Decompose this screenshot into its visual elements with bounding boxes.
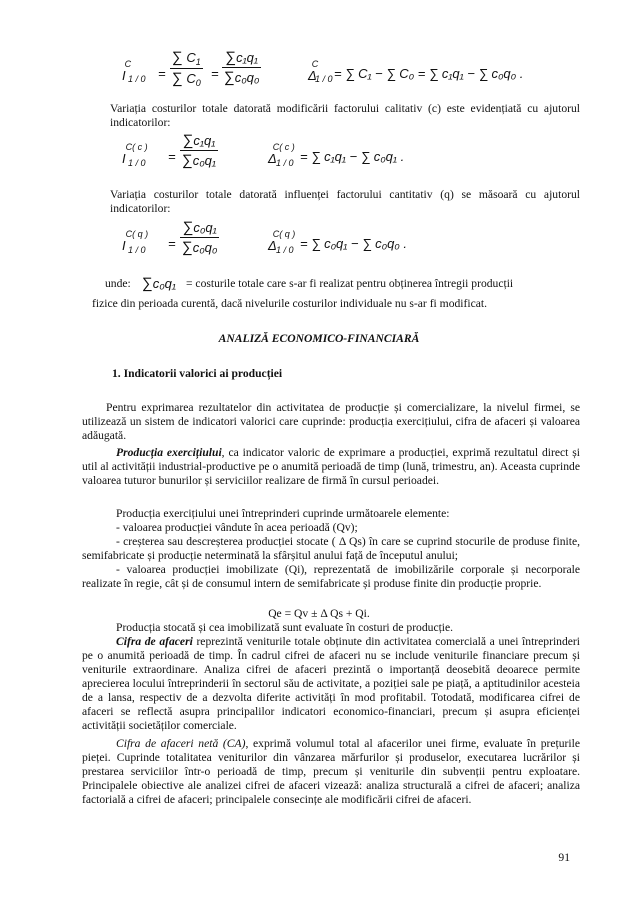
term-cifra-de-afaceri-neta: Cifra de afaceri netă (CA)	[116, 737, 246, 750]
unde-description: = costurile totale care s-ar fi realizat pentru obținerea întregii producții	[186, 277, 514, 290]
paragraph-cifra-de-afaceri: Cifra de afaceri reprezintă veniturile totale obținute din activitatea comercială a unei întreprinderi pe o anumită perioadă de timp. În cadrul cifrei de afaceri nu se include veniturile financiare precum și veniturile extraordinare. Analiza cifrei de afaceri prezintă o importanță deosebită deoarece permite aprecierea locului întreprinderii în sectorul său de activitate, a poziției sale pe piață, a aptitudinilor acesteia de a lansa, respectiv de a dezvolta diferite activități în mod profitabil. Totodată, modificarea cifrei de afaceri se reflectă asupra principalilor indicatori economico-financiari, precum și asupra eficienței activității societăților comerciale.	[82, 635, 580, 732]
formula-index-total-sub: 1 / 0	[128, 74, 146, 84]
paragraph-productia-exercitiului: Producția exercițiului, ca indicator valoric de exprimare a producției, exprimă rezultatul direct și util al activității industrial-productive pe o anumită perioadă de timp (lună, trimestru, an). Aceasta cuprinde valoarea tuturor bunurilor și serviciilor realizare de firmă în cursul perioadei.	[82, 446, 580, 487]
formula-index-cantitativ-sub: 1 / 0	[128, 245, 146, 255]
unde-description-line2: fizice din perioada curentă, dacă nivelurile costurilor individuale nu s-ar fi modificat.	[92, 297, 487, 310]
formula-eq: =	[168, 236, 176, 251]
formula-index-calitativ: $I^{C( c )}$	[122, 142, 148, 166]
formula-qe: Qe = Qv ± Δ Qs + Qi.	[268, 607, 370, 620]
formula-index-cantitativ: $I^{C( q )}$	[122, 229, 149, 253]
paragraph-cifra-de-afaceri-neta: Cifra de afaceri netă (CA), exprimă volumul total al afacerilor unei firme, evaluate în prețurile pieței. Cuprinde totalitatea veniturilor din vânzarea mărfurilor și produselor, executarea lucrărilor și prestarea serviciilor într-o perioadă de timp, precum și veniturile din subvenții pentru exploatare. Principalele obiective ale analizei cifrei de afaceri vizează: analiza structurală a cifrei de afaceri; analiza factorială a cifrei de afaceri; principalele consecințe ale modificării cifrei de afaceri.	[82, 737, 580, 806]
formula-delta-total-rhs: = ∑ C₁ − ∑ C₀ = ∑ c₁q₁ − ∑ c₀q₀ .	[334, 66, 524, 81]
paragraph-productia-stocata: Producția stocată și cea imobilizată sunt evaluate în costuri de producție.	[116, 621, 454, 634]
formula-delta-total: $\Delta^C$	[308, 59, 319, 83]
subsection-heading: 1. Indicatorii valorici ai producției	[112, 367, 283, 380]
formula-index-calitativ-sub: 1 / 0	[128, 158, 146, 168]
paragraph-intro: Pentru exprimarea rezultatelor din activitatea de producție și comercializare, la nivelul firmei, se utilizează un sistem de indicatori valorici care cuprinde: producția exercițiului, cifra de afaceri și valoarea adăugată.	[82, 401, 580, 442]
page-number: 91	[558, 851, 570, 864]
paragraph-elements-intro: Producția exercițiului unei întreprinderi cuprinde următoarele elemente:	[116, 507, 450, 520]
formula-eq: =	[168, 149, 176, 164]
formula-delta-calitativ-rhs: = ∑ c₁q₁ − ∑ c₀q₁ .	[300, 149, 405, 164]
paragraph-element-qi: - valoarea producției imobilizate (Qi), reprezentată de imobilizările corporale și necorporale realizate în regie, cât și de consumul intern de semifabricate și produse finite din producție proprie.	[82, 563, 580, 590]
paragraph-element-qv: - valoarea producției vândute în acea perioadă (Qv);	[116, 521, 358, 534]
formula-delta-calitativ-sub: 1 / 0	[276, 158, 294, 168]
unde-label: unde:	[105, 277, 131, 290]
paragraph-variation-calitativ: Variația costurilor totale datorată modificării factorului calitativ (c) este evidențiată cu ajutorul indicatorilor:	[110, 102, 580, 129]
formula-eq: =	[158, 66, 166, 81]
formula-eq: =	[211, 66, 219, 81]
formula-delta-cantitativ-rhs: = ∑ c₀q₁ − ∑ c₀q₀ .	[300, 236, 407, 251]
formula-delta-cantitativ-sub: 1 / 0	[276, 245, 294, 255]
term-productia-exercitiului: Producția exercițiului	[116, 446, 222, 459]
unde-formula: ∑c₀q₁	[142, 275, 177, 292]
paragraph-variation-cantitativ: Variația costurilor totale datorată influenței factorului cantitativ (q) se măsoară cu ajutorul indicatorilor:	[110, 188, 580, 215]
formula-fraction-cq: $\frac{\text{∑c₁q₁}}{\text{∑c₀q₀}}$	[224, 49, 260, 86]
formula-index-total: $I^C$	[122, 59, 132, 83]
paragraph-element-qs: - creșterea sau descreșterea producției stocate ( Δ Qs) în care se cuprind stocurile de produse finite, semifabricate și producție neterminată la sfârșitul anului față de începutul anului;	[82, 535, 580, 562]
formula-delta-cantitativ: $\Delta^{C( q )}$	[268, 229, 296, 253]
section-title: ANALIZĂ ECONOMICO-FINANCIARĂ	[218, 332, 420, 345]
term-cifra-de-afaceri: Cifra de afaceri	[116, 635, 193, 648]
formula-fraction-calitativ: $\frac{\text{∑c₁q₁}}{\text{∑c₀q₁}}$	[182, 132, 217, 169]
formula-fraction-cantitativ: $\frac{\text{∑c₀q₁}}{\text{∑c₀q₀}}$	[182, 219, 218, 256]
formula-delta-calitativ: $\Delta^{C( c )}$	[268, 142, 295, 166]
formula-fraction-C: $\frac{\sum C_1}{\sum C_0}$	[172, 49, 201, 88]
formula-delta-total-sub: 1 / 0	[315, 74, 333, 84]
